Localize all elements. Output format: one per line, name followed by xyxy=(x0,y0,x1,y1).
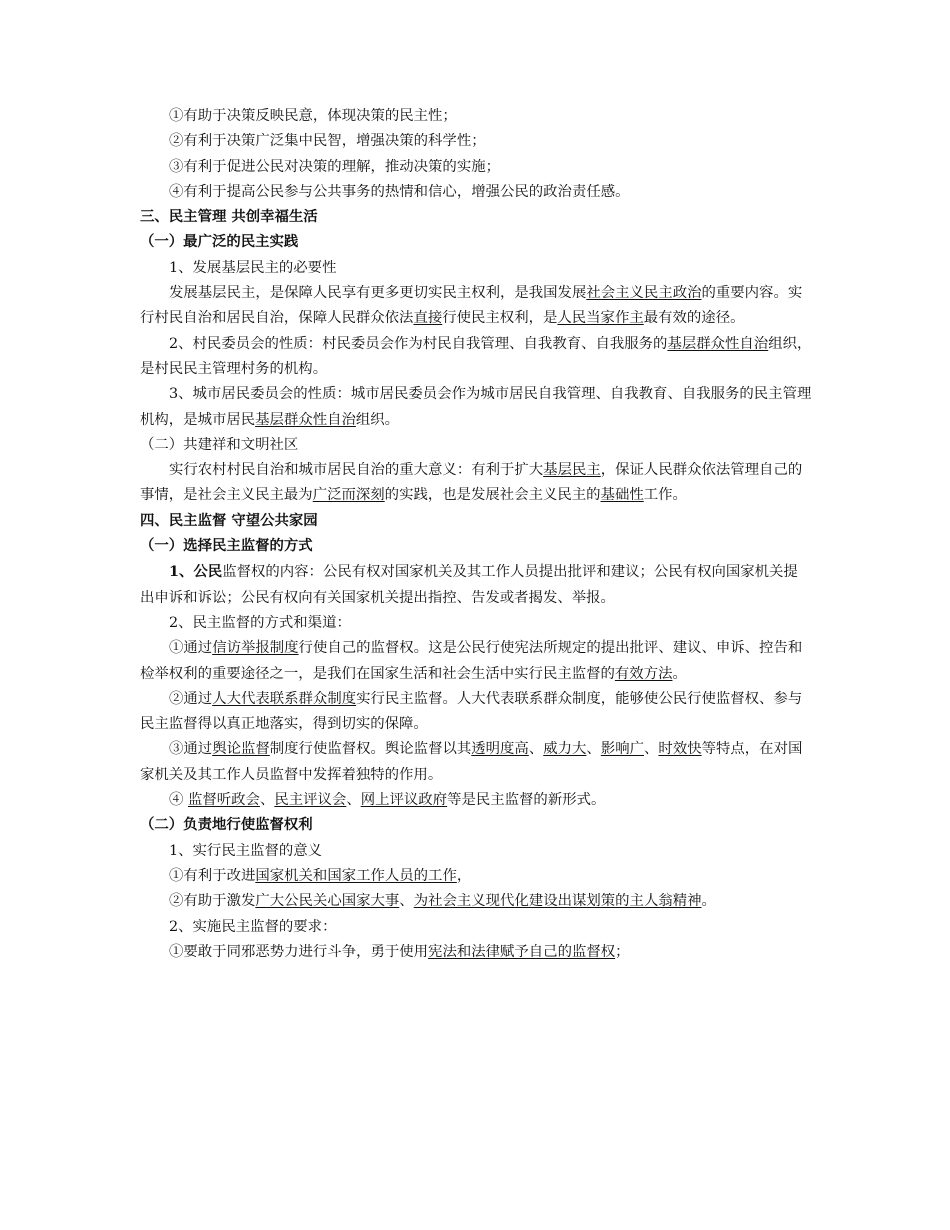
text-run: 行使自己的监督权。这是公民行使宪法所规定的提出批评、建议、申诉、控告和检举权利的重要途径之一，是我们在国家生活和社会生活中实行民主监督的 xyxy=(140,640,803,682)
decision-item-2: ②有利于决策广泛集中民智，增强决策的科学性； xyxy=(169,133,486,150)
decision-item-1: ①有助于决策反映民意，体现决策的民主性； xyxy=(169,108,457,124)
point-title: 2、民主监督的方式和渠道： xyxy=(169,614,351,631)
key-term: 基层群众性自治 xyxy=(255,411,356,428)
text-run: 、 xyxy=(259,792,275,809)
paragraph-residents-committee xyxy=(140,382,812,433)
key-term: 时效快 xyxy=(658,741,702,758)
subsection-heading-3-2: （二）共建祥和文明社区 xyxy=(140,436,299,453)
key-term: 广大公民关心国家大事 xyxy=(255,893,400,910)
point-title: 1、实行民主监督的意义 xyxy=(169,842,323,859)
key-term: 基础性 xyxy=(600,487,644,504)
text-run: ①有利于改进 xyxy=(169,867,256,884)
text-run: 行使民主权利，是 xyxy=(442,310,558,327)
paragraph-new-forms xyxy=(140,788,812,813)
text-run: 实行民主监督。人大代表联系群众制度，能够使公民行使监督权、参与民主监督得以真正地落实，得到切实的保障。 xyxy=(140,690,803,733)
text-run: 组织。 xyxy=(355,411,400,428)
subsection-heading-3-1: （一）最广泛的民主实践 xyxy=(140,234,299,251)
text-run: 的重要内容。实行村民自治和居民自治，保障人民群众依法 xyxy=(140,285,803,327)
text-run: 、 xyxy=(346,792,361,809)
point-title: 2、实施民主监督的要求： xyxy=(169,918,337,935)
key-term: 人大代表联系群众制度 xyxy=(212,690,357,707)
text-run: ②有助于激发 xyxy=(169,893,256,910)
paragraph-supervision-rights xyxy=(140,559,812,611)
key-term: 国家机关和国家工作人员的工作 xyxy=(255,867,457,884)
paragraph-petition xyxy=(140,636,812,687)
key-term: 监督听政会 xyxy=(187,792,260,809)
subsection-heading-4-2: （二）负责地行使监督权利 xyxy=(140,817,313,834)
section-heading-4: 四、民主监督 守望公共家园 xyxy=(140,512,318,529)
text-run: 制度行使监督权。舆论监督以其 xyxy=(269,741,472,758)
text-run: 等特点，在对国家机关及其工作人员监督中发挥着独特的作用。 xyxy=(140,741,803,783)
text-run: 实行农村村民自治和城市居民自治的重大意义：有利于扩大 xyxy=(169,462,544,479)
section-heading-3: 三、民主管理 共创幸福生活 xyxy=(140,209,318,226)
significance-item-1 xyxy=(140,864,812,889)
key-term: 社会主义民主政治 xyxy=(586,285,702,302)
text-run: ； xyxy=(615,943,630,960)
key-term: 直接 xyxy=(413,310,443,327)
paragraph-npc-deputies xyxy=(140,687,812,738)
text-run: 最有效的途径。 xyxy=(643,310,745,327)
text-run: ①通过 xyxy=(169,640,213,657)
text-run: ④ xyxy=(169,792,188,809)
key-term: 人民当家作主 xyxy=(557,310,644,327)
decision-item-3: ③有利于促进公民对决策的理解，推动决策的实施； xyxy=(169,158,500,175)
document-page xyxy=(140,104,812,965)
text-run: 组织，是村民民主管理村务的机构。 xyxy=(140,335,812,377)
key-term: 网上评议政府 xyxy=(360,792,448,809)
paragraph-basic-democracy xyxy=(140,281,812,332)
text-run: ②通过 xyxy=(169,690,213,707)
text-run: 2、村民委员会的性质：村民委员会作为村民自我管理、自我教育、自我服务的 xyxy=(169,335,668,352)
subsection-heading-4-1: （一）选择民主监督的方式 xyxy=(140,538,313,555)
key-term: 影响广 xyxy=(600,741,645,758)
point-title: 1、发展基层民主的必要性 xyxy=(169,259,337,276)
text-run: 等是民主监督的新形式。 xyxy=(447,792,606,809)
key-term: 透明度高 xyxy=(471,741,529,758)
key-term: 信访举报制度 xyxy=(212,640,299,657)
key-term: 有效方法 xyxy=(614,665,673,682)
decision-item-4: ④有利于提高公民参与公共事务的热情和信心，增强公民的政治责任感。 xyxy=(169,183,630,200)
text-run-bold: 1、公民 xyxy=(169,563,223,581)
key-term: 威力大 xyxy=(543,741,587,758)
key-term: 广泛而深刻 xyxy=(312,487,385,504)
text-run: 的实践，也是发展社会主义民主的 xyxy=(384,487,601,504)
paragraph-public-opinion xyxy=(140,737,812,788)
requirement-item-1 xyxy=(140,940,812,965)
text-run: ③通过 xyxy=(169,741,213,758)
key-term: 基层民主 xyxy=(543,462,601,479)
text-run: 。 xyxy=(672,665,687,682)
text-run: ， xyxy=(456,867,472,884)
text-run: 、 xyxy=(528,741,544,758)
text-run: 发展基层民主，是保障人民享有更多更切实民主权利，是我国发展 xyxy=(169,285,587,302)
key-term: 民主评议会 xyxy=(274,792,347,809)
paragraph-significance xyxy=(140,458,812,509)
text-run: 、 xyxy=(586,741,601,758)
text-run: 。 xyxy=(701,893,716,910)
text-run: 监督权的内容：公民有权对国家机关及其工作人员提出批评和建议；公民有权向国家机关提出申诉和诉讼；公民有权向有关国家机关提出指控、告发或者揭发、举报。 xyxy=(140,564,798,606)
key-term: 为社会主义现代化建设出谋划策的主人翁精神 xyxy=(413,893,702,910)
text-run: 、 xyxy=(644,741,659,758)
text-run: ①要敢于同邪恶势力进行斗争，勇于使用 xyxy=(169,943,429,960)
paragraph-village-committee xyxy=(140,332,812,383)
key-term: 宪法和法律赋予自己的监督权 xyxy=(428,943,616,960)
text-run: ，保证人民群众依法管理自己的事情，是社会主义民主最为 xyxy=(140,462,803,504)
key-term: 基层群众性自治 xyxy=(667,335,769,352)
text-run: 3、城市居民委员会的性质：城市居民委员会作为城市居民自我管理、自我教育、自我服务的民主管理机构，是城市居民 xyxy=(140,386,812,428)
significance-item-2 xyxy=(140,889,812,914)
key-term: 舆论监督 xyxy=(212,741,270,758)
text-run: 、 xyxy=(399,893,414,910)
text-run: 工作。 xyxy=(643,487,687,504)
